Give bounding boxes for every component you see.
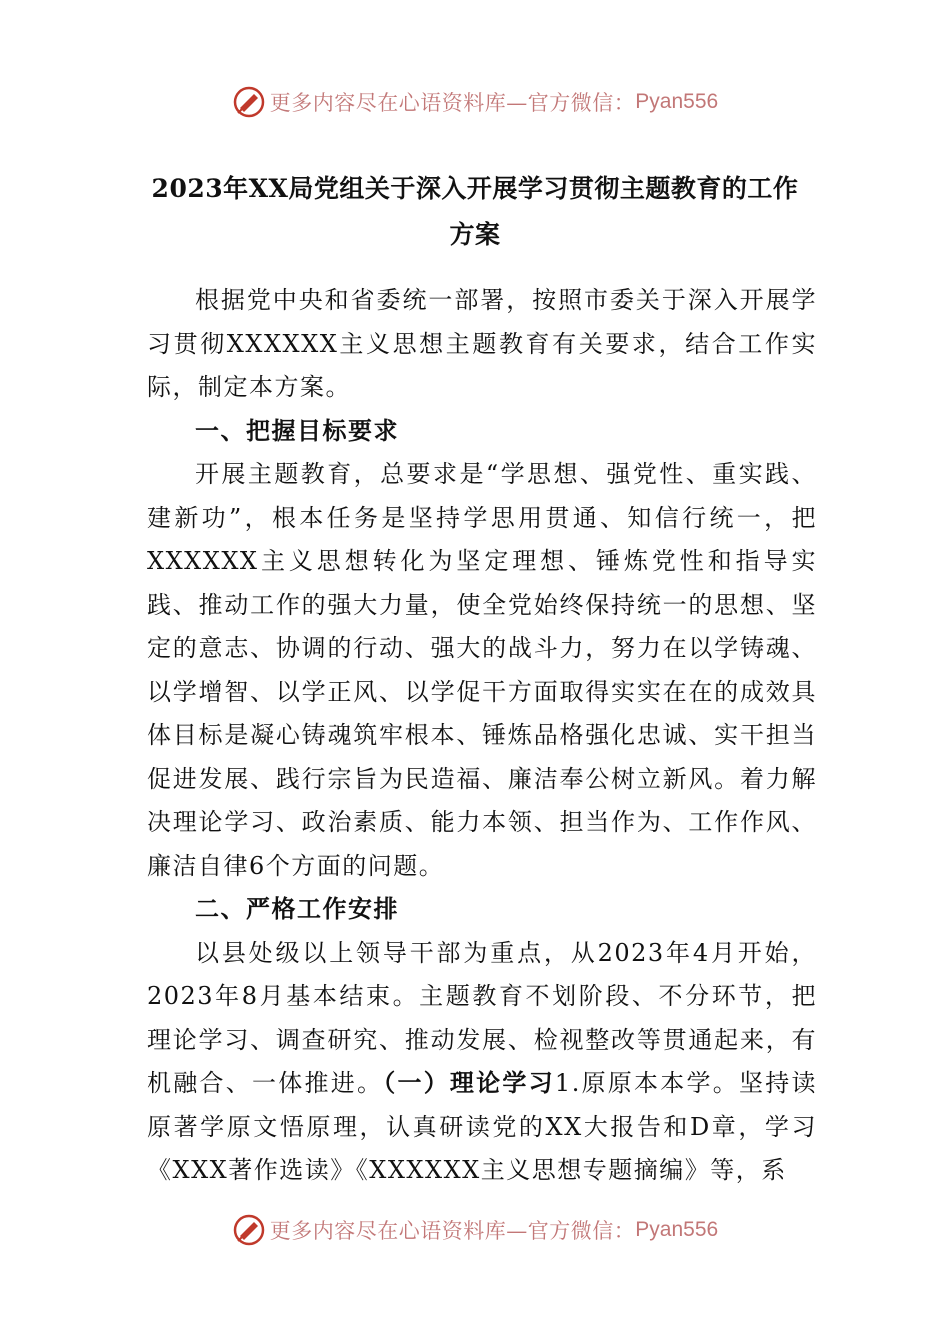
section-heading-1: 一、把握目标要求 <box>195 416 399 445</box>
document-body <box>147 279 817 1193</box>
subsection-heading-theory-study: （一）理论学习 <box>383 1069 555 1097</box>
pen-logo-icon <box>232 85 266 119</box>
section-1-paragraph: 开展主题教育，总要求是“学思想、强党性、重实践、建新功”，根本任务是坚持学思用贯通、知信行统一，把XXXXXX主义思想转化为坚定理想、锤炼党性和指导实践、推动工作的强大力量，使全党始终保持统一的思想、坚定的意志、协调的行动、强大的战斗力，努力在以学铸魂、以学增智、以学正风、以学促干方面取得实实在在的成效具体目标是凝心铸魂筑牢根本、锤炼品格强化忠诚、实干担当促进发展、践行宗旨为民造福、廉洁奉公树立新风。着力解决理论学习、政治素质、能力本领、担当作为、工作作风、廉洁自律6个方面的问题。 <box>147 460 817 880</box>
section-2-text-continued: 1.原原本本学。坚持读原著学原文悟原理，认真研读党的XX大报告和D章，学习《XXX著作选读》《XXXXXX主义思想专题摘编》等，系 <box>147 1069 818 1184</box>
watermark-banner-bottom <box>0 1210 950 1250</box>
watermark-wechat-id: Pyan556 <box>635 1218 719 1241</box>
watermark-text: 更多内容尽在心语资料库—官方微信： <box>269 91 636 115</box>
document-title: 2023年XX局党组关于深入开展学习贯彻主题教育的工作方案 <box>151 174 799 249</box>
intro-paragraph: 根据党中央和省委统一部署，按照市委关于深入开展学习贯彻XXXXXX主义思想主题教育有关要求，结合工作实际，制定本方案。 <box>147 286 817 401</box>
section-2-paragraph <box>147 932 817 1193</box>
pen-logo-icon <box>232 1213 266 1247</box>
watermark-text: 更多内容尽在心语资料库—官方微信： <box>269 1219 636 1243</box>
watermark-banner-top <box>0 82 950 122</box>
section-heading-2: 二、严格工作安排 <box>195 895 399 923</box>
watermark-wechat-id: Pyan556 <box>635 90 719 113</box>
section-2-text: 以县处级以上领导干部为重点，从2023年4月开始，2023年8月基本结束。主题教育不划阶段、不分环节，把理论学习、调查研究、推动发展、检视整改等贯通起来，有机融合、一体推进。 <box>147 938 817 1097</box>
